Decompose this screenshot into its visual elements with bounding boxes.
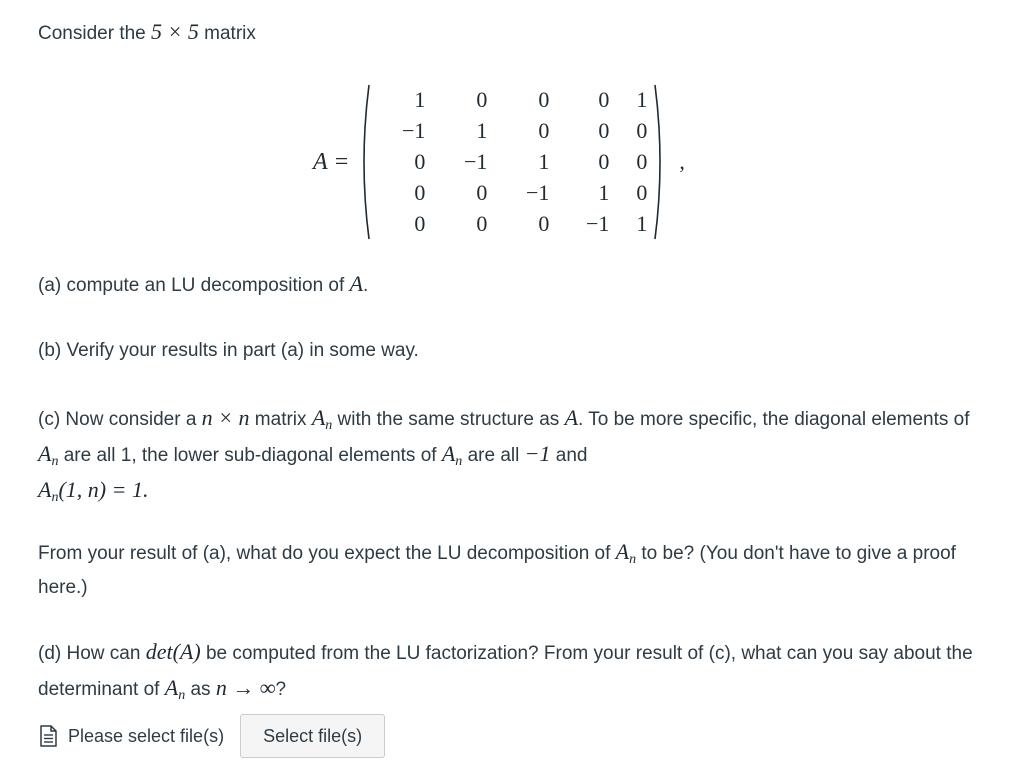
matrix-cell: 0 bbox=[636, 149, 648, 174]
intro-text-after: matrix bbox=[198, 23, 256, 44]
matrix-cell: 0 bbox=[538, 118, 550, 143]
matrix-cell: −1 bbox=[526, 180, 550, 205]
part-c-t7: and bbox=[550, 445, 588, 466]
part-c-m4 bbox=[38, 441, 59, 469]
part-c2-t1: From your result of (a), what do you expect the LU decomposition of bbox=[38, 543, 616, 564]
part-a bbox=[38, 267, 984, 303]
part-d-m1: det(A) bbox=[145, 639, 201, 664]
matrix-cell: 1 bbox=[636, 211, 648, 236]
part-d-t1: (d) How can bbox=[38, 643, 146, 664]
file-icon bbox=[38, 725, 58, 747]
matrix-cell: −1 bbox=[586, 211, 610, 236]
part-d-t2: be computed from the LU factorization? From your result of (c), what can you say about the determinant of bbox=[38, 643, 973, 700]
part-c-t3: with the same structure as bbox=[332, 409, 565, 430]
matrix-lhs: A = bbox=[313, 148, 350, 175]
matrix-cell: 0 bbox=[414, 149, 426, 174]
part-c2-t2: to be? (You don't have to give a proof here.) bbox=[38, 543, 956, 598]
matrix-trailing-comma: , bbox=[679, 149, 685, 174]
matrix-cell: 1 bbox=[414, 87, 426, 112]
matrix-cell: 0 bbox=[476, 87, 488, 112]
part-c-m2-base: A bbox=[311, 405, 326, 430]
part-c-m2-sub: n bbox=[325, 418, 333, 433]
matrix-cell: 1 bbox=[636, 87, 648, 112]
matrix-cell: −1 bbox=[402, 118, 426, 143]
part-d-m3: n → ∞ bbox=[215, 675, 276, 700]
part-b bbox=[38, 334, 984, 368]
part-c-m4-sub: n bbox=[51, 454, 59, 469]
file-upload-row bbox=[38, 714, 385, 758]
part-c-m6: −1 bbox=[524, 441, 551, 466]
matrix-cell: 0 bbox=[476, 180, 488, 205]
matrix-cell: 0 bbox=[598, 118, 610, 143]
matrix-cell: 0 bbox=[414, 211, 426, 236]
part-c-m2 bbox=[311, 405, 333, 433]
part-c-t4: . To be more specific, the diagonal elements of bbox=[578, 409, 970, 430]
part-c-m1: n × n bbox=[201, 405, 250, 430]
part-c bbox=[38, 401, 984, 509]
part-c-t2: matrix bbox=[249, 409, 312, 430]
part-c2-m1-base: A bbox=[615, 539, 630, 564]
matrix-cell: 1 bbox=[538, 149, 550, 174]
part-c-m7-base: A bbox=[38, 477, 52, 502]
part-c2-m1-sub: n bbox=[629, 552, 637, 567]
part-b-text: (b) Verify your results in part (a) in some way. bbox=[38, 340, 419, 361]
matrix-cell: 0 bbox=[598, 149, 610, 174]
part-d-m2-base: A bbox=[164, 675, 179, 700]
part-a-text: (a) compute an LU decomposition of bbox=[38, 275, 350, 296]
intro-text bbox=[38, 15, 984, 51]
intro-text-before: Consider the bbox=[38, 23, 152, 44]
file-select-label: Please select file(s) bbox=[68, 725, 225, 746]
part-c-t5: are all 1, the lower sub-diagonal elements of bbox=[58, 445, 442, 466]
select-files-button[interactable]: Select file(s) bbox=[240, 714, 385, 758]
matrix-equation bbox=[313, 82, 685, 242]
matrix-cell: 1 bbox=[598, 180, 610, 205]
part-c-t1: (c) Now consider a bbox=[38, 409, 202, 430]
part-a-math: A bbox=[349, 271, 364, 296]
matrix-cell: 0 bbox=[414, 180, 426, 205]
matrix-cell: 0 bbox=[636, 180, 648, 205]
part-d-t3: as bbox=[185, 679, 216, 700]
part-c-m3: A bbox=[564, 405, 579, 430]
matrix-cell: 0 bbox=[598, 87, 610, 112]
part-c-t6: are all bbox=[462, 445, 525, 466]
part-c-m7-sub: n bbox=[51, 490, 59, 505]
part-c-m5-base: A bbox=[441, 441, 456, 466]
part-c-m7-rest: (1, n) = 1. bbox=[58, 477, 149, 502]
matrix-cell: 0 bbox=[476, 211, 488, 236]
part-d-t4: ? bbox=[275, 679, 287, 700]
left-paren bbox=[357, 83, 371, 241]
intro-dims: 5 × 5 bbox=[151, 19, 199, 44]
matrix-grid bbox=[371, 85, 653, 240]
part-c-m7 bbox=[38, 477, 149, 505]
matrix-cell: 1 bbox=[476, 118, 488, 143]
part-c-m5 bbox=[441, 441, 463, 469]
part-d-m2-sub: n bbox=[178, 688, 186, 703]
matrix-cell: 0 bbox=[538, 87, 550, 112]
part-c-m5-sub: n bbox=[455, 454, 463, 469]
matrix-cell: 0 bbox=[538, 211, 550, 236]
matrix-cell: 0 bbox=[636, 118, 648, 143]
right-paren bbox=[653, 83, 667, 241]
part-a-end: . bbox=[363, 275, 369, 296]
part-c2 bbox=[38, 535, 984, 605]
part-c-m4-base: A bbox=[38, 441, 52, 466]
part-c2-m1 bbox=[615, 539, 637, 567]
matrix-cell: −1 bbox=[464, 149, 488, 174]
part-d bbox=[38, 635, 984, 707]
part-d-m2 bbox=[164, 675, 186, 703]
